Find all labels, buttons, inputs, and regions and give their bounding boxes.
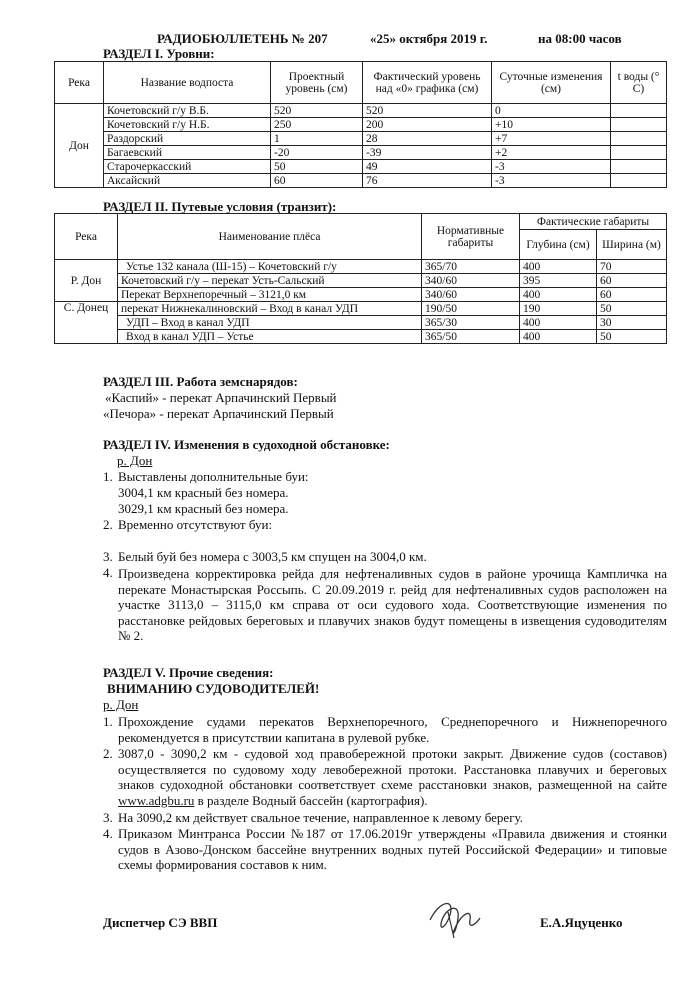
col-header-change: Суточные изменения (см) (492, 62, 611, 104)
item-text-part: в разделе Водный бассейн (картография). (197, 792, 428, 808)
table-row (55, 330, 667, 344)
project-level: 60 (271, 174, 363, 188)
dredger-line: «Каспий» - перекат Арпачинский Первый (105, 390, 337, 405)
bulletin-title: РАДИОБЮЛЛЕТЕНЬ № 207 (157, 31, 328, 46)
table-row (55, 146, 667, 160)
river-cell: С. Донец (55, 302, 118, 344)
reach-name: Перекат Верхнепоречный – 3121,0 км (118, 288, 422, 302)
table-row (55, 288, 667, 302)
reach-name: Вход в канал УДП – Устье (118, 330, 422, 344)
item-text: Белый буй без номера с 3003,5 км спущен на 3004,0 км. (118, 549, 427, 564)
daily-change: +10 (492, 118, 611, 132)
depth-value: 400 (520, 288, 597, 302)
dredger-line: «Печора» - перекат Арпачинский Первый (103, 406, 334, 421)
col-header-actual: Фактические габариты (520, 214, 667, 230)
table-row (55, 274, 667, 288)
section4-title: РАЗДЕЛ IV. Изменения в судоходной обстановке: (103, 437, 390, 452)
table-row (55, 160, 667, 174)
item-number: 4. (103, 565, 113, 580)
norm-dims: 365/30 (422, 316, 520, 330)
col-header-post: Название водпоста (104, 62, 271, 104)
water-temp (611, 104, 667, 118)
depth-value: 190 (520, 302, 597, 316)
actual-level: 76 (363, 174, 492, 188)
item-text: На 3090,2 км действует свальное течение, направленное к левому берегу. (118, 810, 523, 825)
signatory-name: Е.А.Яцуценко (540, 915, 623, 930)
norm-dims: 365/70 (422, 260, 520, 274)
section1-title: РАЗДЕЛ I. Уровни: (103, 46, 215, 61)
website-link[interactable]: www.adgbu.ru (118, 792, 195, 808)
river-heading: р. Дон (103, 697, 139, 712)
table-row (55, 260, 667, 274)
item-number: 1. (103, 714, 113, 729)
width-value: 60 (597, 288, 667, 302)
col-header-norm: Нормативные габариты (422, 214, 520, 260)
reach-name: перекат Нижнекалиновский – Вход в канал УДП (118, 302, 422, 316)
dispatcher-label: Диспетчер СЭ ВВП (103, 915, 218, 930)
item-number: 1. (103, 469, 113, 484)
section5-title: РАЗДЕЛ V. Прочие сведения: (103, 665, 274, 680)
table-row (55, 316, 667, 330)
item-text: Произведена корректировка рейда для нефтеналивных судов в районе урочища Кампличка на перекате Монастырская Россыпь. С 20.09.2019 г. рейд для нефтеналивных судов расположен на участке 3113,0 – 3115,0 км справа от оси судового хода. Соответствующие изменения по расстановке рейдовых береговых и плавучих знаков будут помещены в извещения судоводителям № 2. (118, 566, 667, 643)
table-row (55, 174, 667, 188)
actual-level: 28 (363, 132, 492, 146)
buoy-line: 3004,1 км красный без номера. (118, 485, 289, 500)
item-number: 4. (103, 826, 113, 841)
norm-dims: 340/60 (422, 274, 520, 288)
width-value: 60 (597, 274, 667, 288)
post-name: Раздорский (104, 132, 271, 146)
section3-title: РАЗДЕЛ III. Работа земснарядов: (103, 374, 298, 389)
col-header-depth: Глубина (см) (520, 230, 597, 260)
river-heading: р. Дон (117, 453, 153, 468)
depth-value: 400 (520, 260, 597, 274)
water-temp (611, 132, 667, 146)
table-row (55, 118, 667, 132)
daily-change: +7 (492, 132, 611, 146)
item-text: Прохождение судами перекатов Верхнепоречного, Среднепоречного и Нижнепоречного рекомендуется в присутствии капитана в рулевой рубке. (118, 714, 667, 745)
depth-value: 400 (520, 330, 597, 344)
transit-table (54, 213, 667, 344)
col-header-width: Ширина (м) (597, 230, 667, 260)
norm-dims: 190/50 (422, 302, 520, 316)
depth-value: 400 (520, 316, 597, 330)
item-number: 3. (103, 549, 113, 564)
col-header-reach: Наименование плёса (118, 214, 422, 260)
reach-name: УДП – Вход в канал УДП (118, 316, 422, 330)
water-temp (611, 174, 667, 188)
width-value: 70 (597, 260, 667, 274)
item-text-part: 3087,0 - 3090,2 км - судовой ход правобережной протоки закрыт. Движение судов (составов) осуществляется по судовому ходу левобережной протоки. Расстановка плавучих и береговых знаков судоходной обстановки соответствует схеме расстановки знаков, размещенной на сайте (118, 746, 667, 792)
col-header-temp: t воды (° C) (611, 62, 667, 104)
bulletin-time: на 08:00 часов (538, 31, 622, 46)
post-name: Багаевский (104, 146, 271, 160)
table-row (55, 132, 667, 146)
table-row (55, 302, 667, 316)
daily-change: -3 (492, 174, 611, 188)
attention-heading: ВНИМАНИЮ СУДОВОДИТЕЛЕЙ! (107, 681, 320, 696)
width-value: 30 (597, 316, 667, 330)
item-text (118, 746, 667, 808)
project-level: 250 (271, 118, 363, 132)
river-cell: Дон (55, 104, 104, 188)
col-header-actual: Фактический уровень над «0» графика (см) (363, 62, 492, 104)
post-name: Кочетовский г/у В.Б. (104, 104, 271, 118)
reach-name: Устье 132 канала (Ш-15) – Кочетовский г/у (118, 260, 422, 274)
actual-level: 49 (363, 160, 492, 174)
daily-change: -3 (492, 160, 611, 174)
item-number: 3. (103, 810, 113, 825)
signature-mark (420, 890, 500, 945)
water-temp (611, 146, 667, 160)
daily-change: +2 (492, 146, 611, 160)
post-name: Старочеркасский (104, 160, 271, 174)
project-level: -20 (271, 146, 363, 160)
river-cell: Р. Дон (55, 260, 118, 302)
width-value: 50 (597, 330, 667, 344)
bulletin-date: «25» октября 2019 г. (370, 31, 488, 46)
depth-value: 395 (520, 274, 597, 288)
project-level: 50 (271, 160, 363, 174)
project-level: 1 (271, 132, 363, 146)
section2-title: РАЗДЕЛ II. Путевые условия (транзит): (103, 199, 337, 214)
reach-name: Кочетовский г/у – перекат Усть-Сальский (118, 274, 422, 288)
col-header-river: Река (55, 62, 104, 104)
buoy-line: 3029,1 км красный без номера. (118, 501, 289, 516)
water-temp (611, 118, 667, 132)
item-number: 2. (103, 517, 113, 532)
norm-dims: 365/50 (422, 330, 520, 344)
post-name: Аксайский (104, 174, 271, 188)
levels-table (54, 61, 667, 188)
item-number: 2. (103, 746, 113, 761)
item-text: Временно отсутствуют буи: (118, 517, 273, 532)
actual-level: 520 (363, 104, 492, 118)
norm-dims: 340/60 (422, 288, 520, 302)
width-value: 50 (597, 302, 667, 316)
item-text: Выставлены дополнительные буи: (118, 469, 309, 484)
item-text: Приказом Минтранса России №187 от 17.06.2019г утверждены «Правила движения и стоянки судов в Азово-Донском бассейне внутренних водных путей Российской Федерации» и типовые схемы формирования составов к ним. (118, 826, 667, 872)
col-header-river: Река (55, 214, 118, 260)
post-name: Кочетовский г/у Н.Б. (104, 118, 271, 132)
daily-change: 0 (492, 104, 611, 118)
actual-level: -39 (363, 146, 492, 160)
actual-level: 200 (363, 118, 492, 132)
table-row (55, 104, 667, 118)
project-level: 520 (271, 104, 363, 118)
water-temp (611, 160, 667, 174)
col-header-project: Проектный уровень (см) (271, 62, 363, 104)
